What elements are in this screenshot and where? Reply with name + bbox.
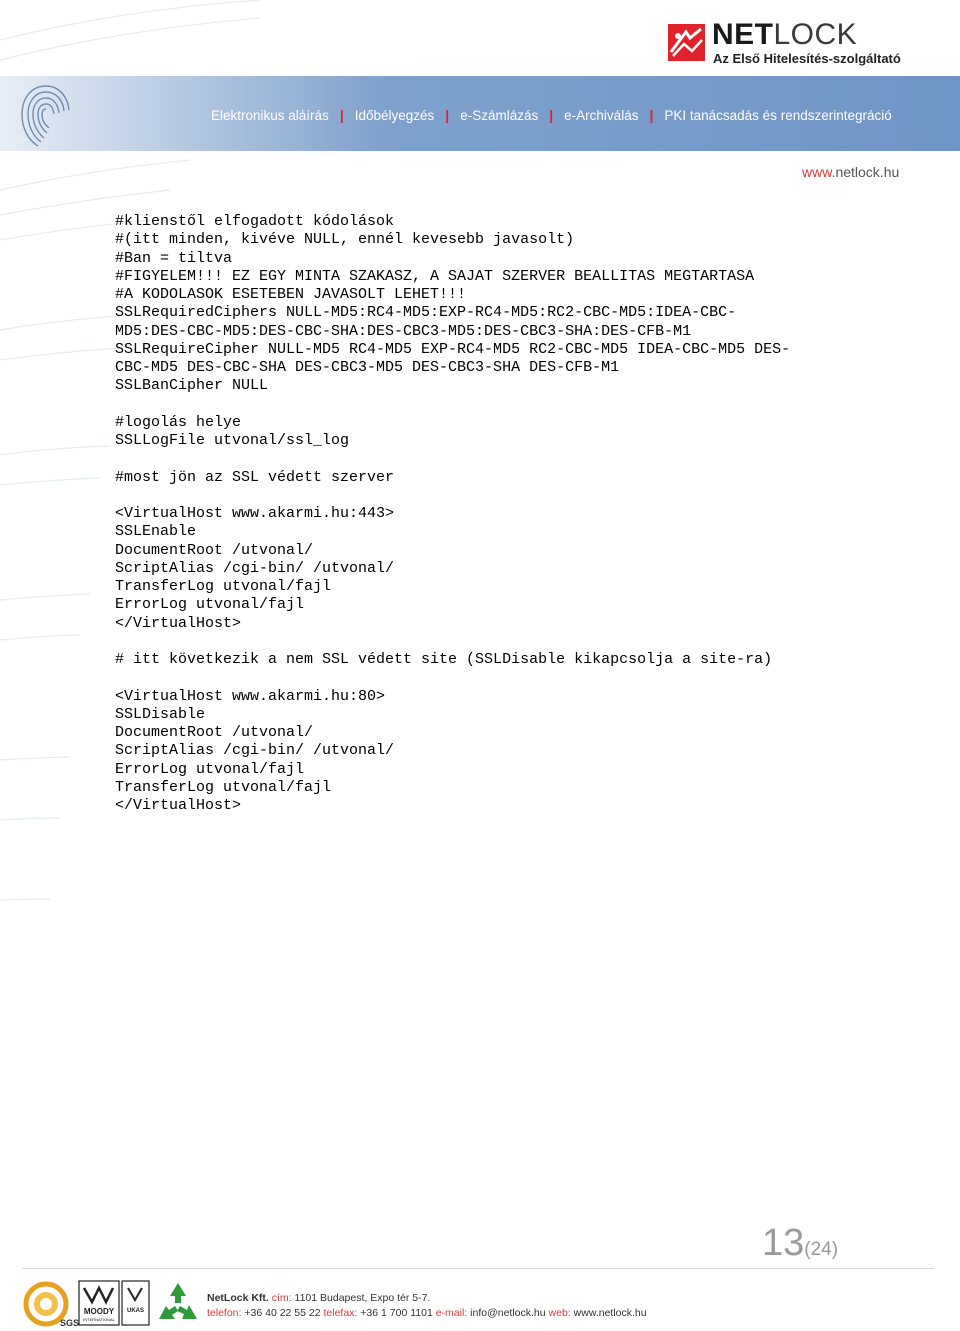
footer-contact-info [207, 1291, 647, 1321]
code-line: TransferLog utvonal/fajl [115, 778, 332, 796]
recycle-icon [155, 1281, 201, 1326]
footer-fax-label: telefax: [323, 1307, 358, 1319]
code-line: SSLRequireCipher NULL-MD5 RC4-MD5 EXP-RC4-MD5 RC2-CBC-MD5 IDEA-CBC-MD5 DES- [115, 340, 791, 358]
ukas-logo-text: UKAS [126, 1308, 145, 1314]
code-line: TransferLog utvonal/fajl [115, 578, 332, 595]
code-line: SSLEnable [115, 523, 197, 541]
code-line: </VirtualHost> [115, 797, 242, 814]
footer-divider [22, 1268, 934, 1269]
code-line: #Ban = tiltva [115, 249, 233, 267]
page-number-total: (24) [804, 1239, 839, 1260]
footer-company: NetLock Kft. [207, 1292, 269, 1304]
footer-line-2 [207, 1306, 647, 1321]
code-line: ScriptAlias /cgi-bin/ /utvonal/ [115, 742, 395, 760]
code-line: MD5:DES-CBC-MD5:DES-CBC-SHA:DES-CBC3-MD5:DES-CBC3-SHA:DES-CFB-M1 [115, 322, 692, 340]
footer-web[interactable]: www.netlock.hu [573, 1307, 647, 1319]
footer-phone: +36 40 22 55 22 [244, 1307, 321, 1319]
code-line [115, 450, 875, 468]
footer-email-label: e-mail: [435, 1307, 468, 1319]
code-line: SSLBanCipher NULL [115, 377, 269, 395]
page-number [762, 1222, 838, 1265]
code-line [115, 487, 875, 505]
netlock-logo[interactable] [668, 18, 918, 66]
code-line: #logolás helye [115, 413, 242, 431]
website-link-prefix: www. [802, 164, 836, 180]
code-line: DocumentRoot /utvonal/ [115, 541, 314, 559]
config-code-block [115, 213, 875, 815]
sgs-certification-logo [22, 1280, 80, 1328]
footer-fax: +36 1 700 1101 [360, 1307, 433, 1319]
code-line: DocumentRoot /utvonal/ [115, 724, 314, 741]
moody-ukas-certification-logo [78, 1280, 150, 1326]
code-line: <VirtualHost www.akarmi.hu:443> [115, 505, 395, 522]
code-line: ErrorLog utvonal/fajl [115, 760, 305, 778]
code-line [115, 669, 875, 687]
nav-item-electronic-signature[interactable]: Elektronikus aláírás [211, 107, 329, 123]
code-line: ErrorLog utvonal/fajl [115, 596, 305, 614]
nav-separator: | [445, 107, 450, 123]
code-line: SSLRequiredCiphers NULL-MD5:RC4-MD5:EXP-RC4-MD5:RC2-CBC-MD5:IDEA-CBC- [115, 304, 737, 322]
footer-web-label: web: [548, 1307, 571, 1319]
fingerprint-icon [16, 78, 76, 150]
website-link[interactable] [802, 164, 899, 180]
code-line [115, 396, 875, 414]
code-line: #FIGYELEM!!! EZ EGY MINTA SZAKASZ, A SAJAT SZERVER BEALLITAS MEGTARTASA [115, 267, 755, 285]
page-number-current: 13 [762, 1222, 805, 1264]
moody-logo-text: MOODY [83, 1307, 115, 1316]
code-line: SSLLogFile utvonal/ssl_log [115, 432, 350, 449]
nav-separator: | [649, 107, 654, 123]
footer-address: 1101 Budapest, Expo tér 5-7. [294, 1292, 431, 1304]
brand-name-bold: NET [712, 18, 774, 51]
code-line: ScriptAlias /cgi-bin/ /utvonal/ [115, 559, 395, 577]
nav-item-e-invoicing[interactable]: e-Számlázás [460, 107, 539, 123]
footer-address-label: cím: [271, 1292, 292, 1304]
code-line [115, 633, 875, 651]
brand-tagline: Az Első Hitelesítés-szolgáltató [713, 51, 901, 66]
main-navigation [211, 106, 892, 124]
netlock-logo-icon [668, 24, 705, 61]
nav-item-pki-consulting[interactable]: PKI tanácsadás és rendszerintegráció [664, 107, 892, 123]
code-line: # itt következik a nem SSL védett site (SSLDisable kikapcsolja a site-ra) [115, 651, 773, 668]
code-line: SSLDisable [115, 705, 206, 723]
code-line: #klienstől elfogadott kódolások [115, 213, 395, 230]
brand-name [712, 18, 857, 52]
moody-logo-subtext: INTERNATIONAL [83, 1317, 115, 1322]
code-line: #(itt minden, kivéve NULL, ennél kevesebb javasolt) [115, 231, 575, 249]
code-line: #most jön az SSL védett szerver [115, 468, 395, 486]
nav-item-timestamping[interactable]: Időbélyegzés [354, 107, 435, 123]
code-line: <VirtualHost www.akarmi.hu:80> [115, 687, 386, 705]
code-line: #A KODOLASOK ESETEBEN JAVASOLT LEHET!!! [115, 286, 467, 303]
footer-line-1 [207, 1291, 647, 1306]
sgs-logo-text: SGS [60, 1318, 80, 1328]
code-line: </VirtualHost> [115, 614, 242, 632]
nav-separator: | [339, 107, 344, 123]
nav-item-e-archiving[interactable]: e-Archiválás [564, 107, 639, 123]
brand-name-light: LOCK [773, 18, 858, 51]
footer-phone-label: telefon: [207, 1307, 242, 1319]
code-line: CBC-MD5 DES-CBC-SHA DES-CBC3-MD5 DES-CBC3-SHA DES-CFB-M1 [115, 359, 620, 376]
footer-email[interactable]: info@netlock.hu [470, 1307, 546, 1319]
nav-separator: | [549, 107, 554, 123]
website-link-domain: netlock.hu [835, 164, 900, 180]
